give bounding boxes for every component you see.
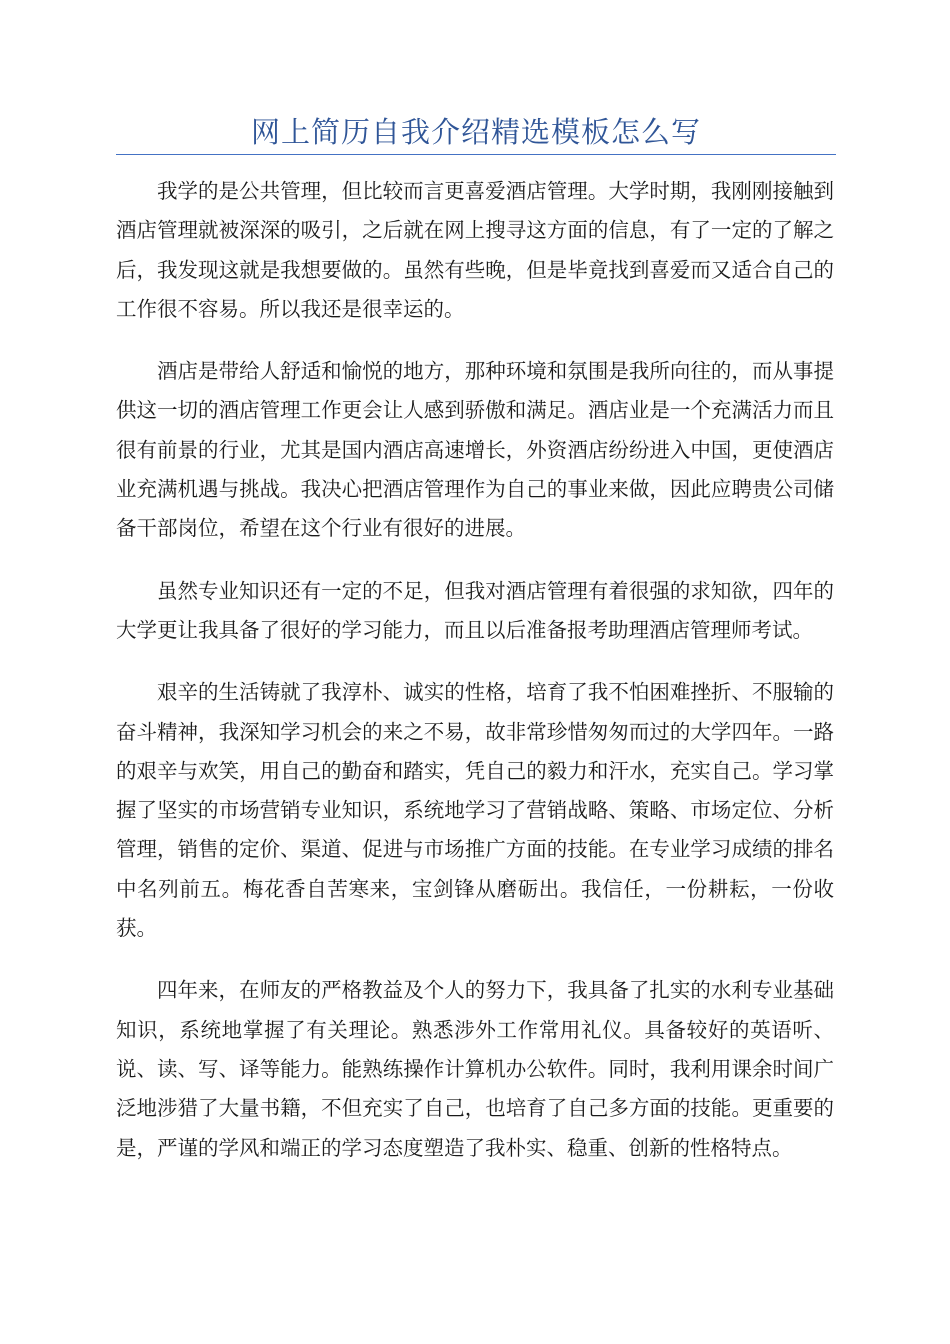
paragraph-2: 酒店是带给人舒适和愉悦的地方，那种环境和氛围是我所向往的，而从事提供这一切的酒店管理工作更会让人感到骄傲和满足。酒店业是一个充满活力而且很有前景的行业，尤其是国内酒店高速增长，外资酒店纷纷进入中国，更使酒店业充满机遇与挑战。我决心把酒店管理作为自己的事业来做，因此应聘贵公司储备干部岗位，希望在这个行业有很好的进展。	[116, 359, 834, 541]
paragraph-4: 艰辛的生活铸就了我淳朴、诚实的性格，培育了我不怕困难挫折、不服输的奋斗精神，我深知学习机会的来之不易，故非常珍惜匆匆而过的大学四年。一路的艰辛与欢笑，用自己的勤奋和踏实，凭自己的毅力和汗水，充实自己。学习掌握了坚实的市场营销专业知识，系统地学习了营销战略、策略、市场定位、分析管理，销售的定价、渠道、促进与市场推广方面的技能。在专业学习成绩的排名中名列前五。梅花香自苦寒来，宝剑锋从磨砺出。我信任，一份耕耘，一份收获。	[116, 680, 834, 941]
paragraph-1: 我学的是公共管理，但比较而言更喜爱酒店管理。大学时期，我刚刚接触到酒店管理就被深深的吸引，之后就在网上搜寻这方面的信息，有了一定的了解之后，我发现这就是我想要做的。虽然有些晚，但是毕竟找到喜爱而又适合自己的工作很不容易。所以我还是很幸运的。	[116, 179, 834, 321]
paragraph-5: 四年来，在师友的严格教益及个人的努力下，我具备了扎实的水利专业基础知识，系统地掌握了有关理论。熟悉涉外工作常用礼仪。具备较好的英语听、说、读、写、译等能力。能熟练操作计算机办公软件。同时，我利用课余时间广泛地涉猎了大量书籍，不但充实了自己，也培育了自己多方面的技能。更重要的是，严谨的学风和端正的学习态度塑造了我朴实、稳重、创新的性格特点。	[116, 978, 834, 1160]
document-title: 网上简历自我介绍精选模板怎么写	[250, 115, 701, 149]
title-underline	[116, 154, 836, 155]
paragraph-3: 虽然专业知识还有一定的不足，但我对酒店管理有着很强的求知欲，四年的大学更让我具备了很好的学习能力，而且以后准备报考助理酒店管理师考试。	[116, 578, 834, 642]
document-body	[116, 172, 834, 1191]
